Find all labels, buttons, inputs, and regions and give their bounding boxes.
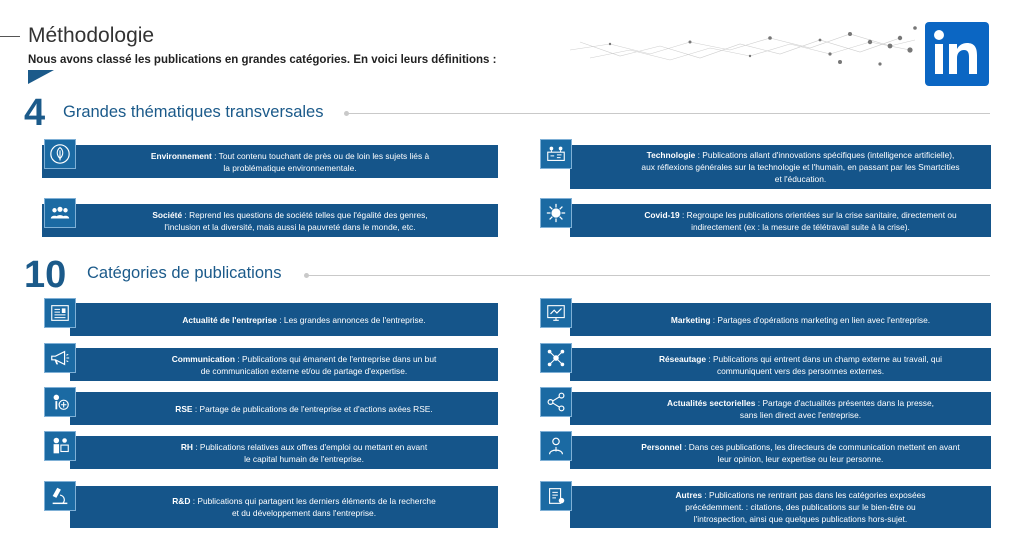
theme-description: : Publications allant d'innovations spécifiques (intelligence artificielle), aux réflexions générales sur la technologie et l'humain, en passant par les Smartcities et l'éducation. <box>641 150 960 184</box>
category-description: : Publications qui entrent dans un champ externe au travail, qui communiquent vers des personnes externes. <box>708 353 943 376</box>
other-icon <box>540 481 572 511</box>
theme-description: : Tout contenu touchant de près ou de loin les sujets liés à la problématique environnementale. <box>214 150 430 173</box>
people-icon <box>44 198 76 228</box>
linkedin-logo-icon <box>925 22 989 86</box>
header-rule <box>0 36 20 37</box>
news-icon <box>44 298 76 328</box>
microscope-icon <box>44 481 76 511</box>
person-icon <box>540 431 572 461</box>
page-subtitle: Nous avons classé les publications en grandes catégories. En voici leurs définitions : <box>28 54 497 66</box>
marketing-icon <box>540 298 572 328</box>
theme-name: Société <box>152 209 183 220</box>
theme-card-societe <box>42 204 498 237</box>
category-card-personnel <box>570 436 991 469</box>
category-card-rd <box>70 486 498 528</box>
theme-card-technologie <box>570 145 991 189</box>
themes-section-rule <box>347 113 990 114</box>
themes-count: 4 <box>24 92 46 134</box>
theme-description: : Reprend les questions de société telles que l'égalité des genres, l'inclusion et la diversité, mais aussi la pauvreté dans le monde, etc. <box>164 209 428 232</box>
category-name: Personnel <box>641 441 682 452</box>
category-name: Actualités sectorielles <box>667 397 756 408</box>
category-card-rse <box>70 392 498 425</box>
category-description: : Partage d'actualités présentes dans la presse, sans lien direct avec l'entreprise. <box>739 397 934 420</box>
title-triangle-decoration <box>28 70 54 84</box>
category-card-communication <box>70 348 498 381</box>
themes-section-title: Grandes thématiques transversales <box>63 103 324 121</box>
category-name: Actualité de l'entreprise <box>182 314 277 325</box>
category-card-actualites-sectorielles <box>570 392 991 425</box>
theme-name: Technologie <box>646 150 696 160</box>
theme-description: : Regroupe les publications orientées sur la crise sanitaire, directement ou indirectement (ex : la mesure de télétravail suite à la crise). <box>682 209 957 232</box>
theme-name: Covid-19 <box>644 209 680 220</box>
category-name: Autres <box>675 490 703 500</box>
category-description: : Publications qui émanent de l'entreprise dans un but de communication externe et/ou de partage d'expertise. <box>200 353 437 376</box>
page-title: Méthodologie <box>28 24 155 47</box>
megaphone-icon <box>44 343 76 373</box>
rse-icon <box>44 387 76 417</box>
category-name: Marketing <box>670 314 711 325</box>
category-description: : Publications relatives aux offres d'emploi ou mettant en avant le capital humain de l'entreprise. <box>195 441 428 464</box>
category-description: : Les grandes annonces de l'entreprise. <box>276 314 426 325</box>
share-icon <box>540 387 572 417</box>
category-card-marketing <box>570 303 991 336</box>
categories-count: 10 <box>24 254 67 296</box>
category-name: Communication <box>171 353 235 364</box>
theme-card-environnement <box>42 145 498 178</box>
theme-name: Environnement <box>150 150 212 161</box>
category-description: : Partages d'opérations marketing en lien avec l'entreprise. <box>710 314 931 325</box>
network-icon <box>540 343 572 373</box>
category-card-rh <box>70 436 498 469</box>
hr-icon <box>44 431 76 461</box>
category-name: Réseautage <box>658 353 706 364</box>
category-name: RSE <box>175 403 193 414</box>
category-description: : Publications ne rentrant pas dans les catégories exposées précédemment. : citations, des publications sur le bien-être ou l'introspection, ainsi que quelques publications hors-sujet. <box>685 490 926 524</box>
categories-section-rule <box>307 275 990 276</box>
category-description: : Publications qui partagent les derniers éléments de la recherche et du développement dans l'entreprise. <box>192 496 436 518</box>
network-dots-decoration <box>570 20 920 80</box>
category-name: R&D <box>172 496 191 506</box>
category-card-reseautage <box>570 348 991 381</box>
leaf-icon <box>44 139 76 169</box>
virus-icon <box>540 198 572 228</box>
tech-icon <box>540 139 572 169</box>
theme-card-covid <box>570 204 991 237</box>
category-card-actualite-entreprise <box>70 303 498 336</box>
category-description: : Partage de publications de l'entreprise et d'actions axées RSE. <box>192 403 433 414</box>
categories-section-title: Catégories de publications <box>87 264 282 282</box>
category-card-autres <box>570 486 991 528</box>
category-description: : Dans ces publications, les directeurs de communication mettent en avant leur opinion, leur expertise ou leur personne. <box>684 441 960 464</box>
category-name: RH <box>180 441 193 452</box>
